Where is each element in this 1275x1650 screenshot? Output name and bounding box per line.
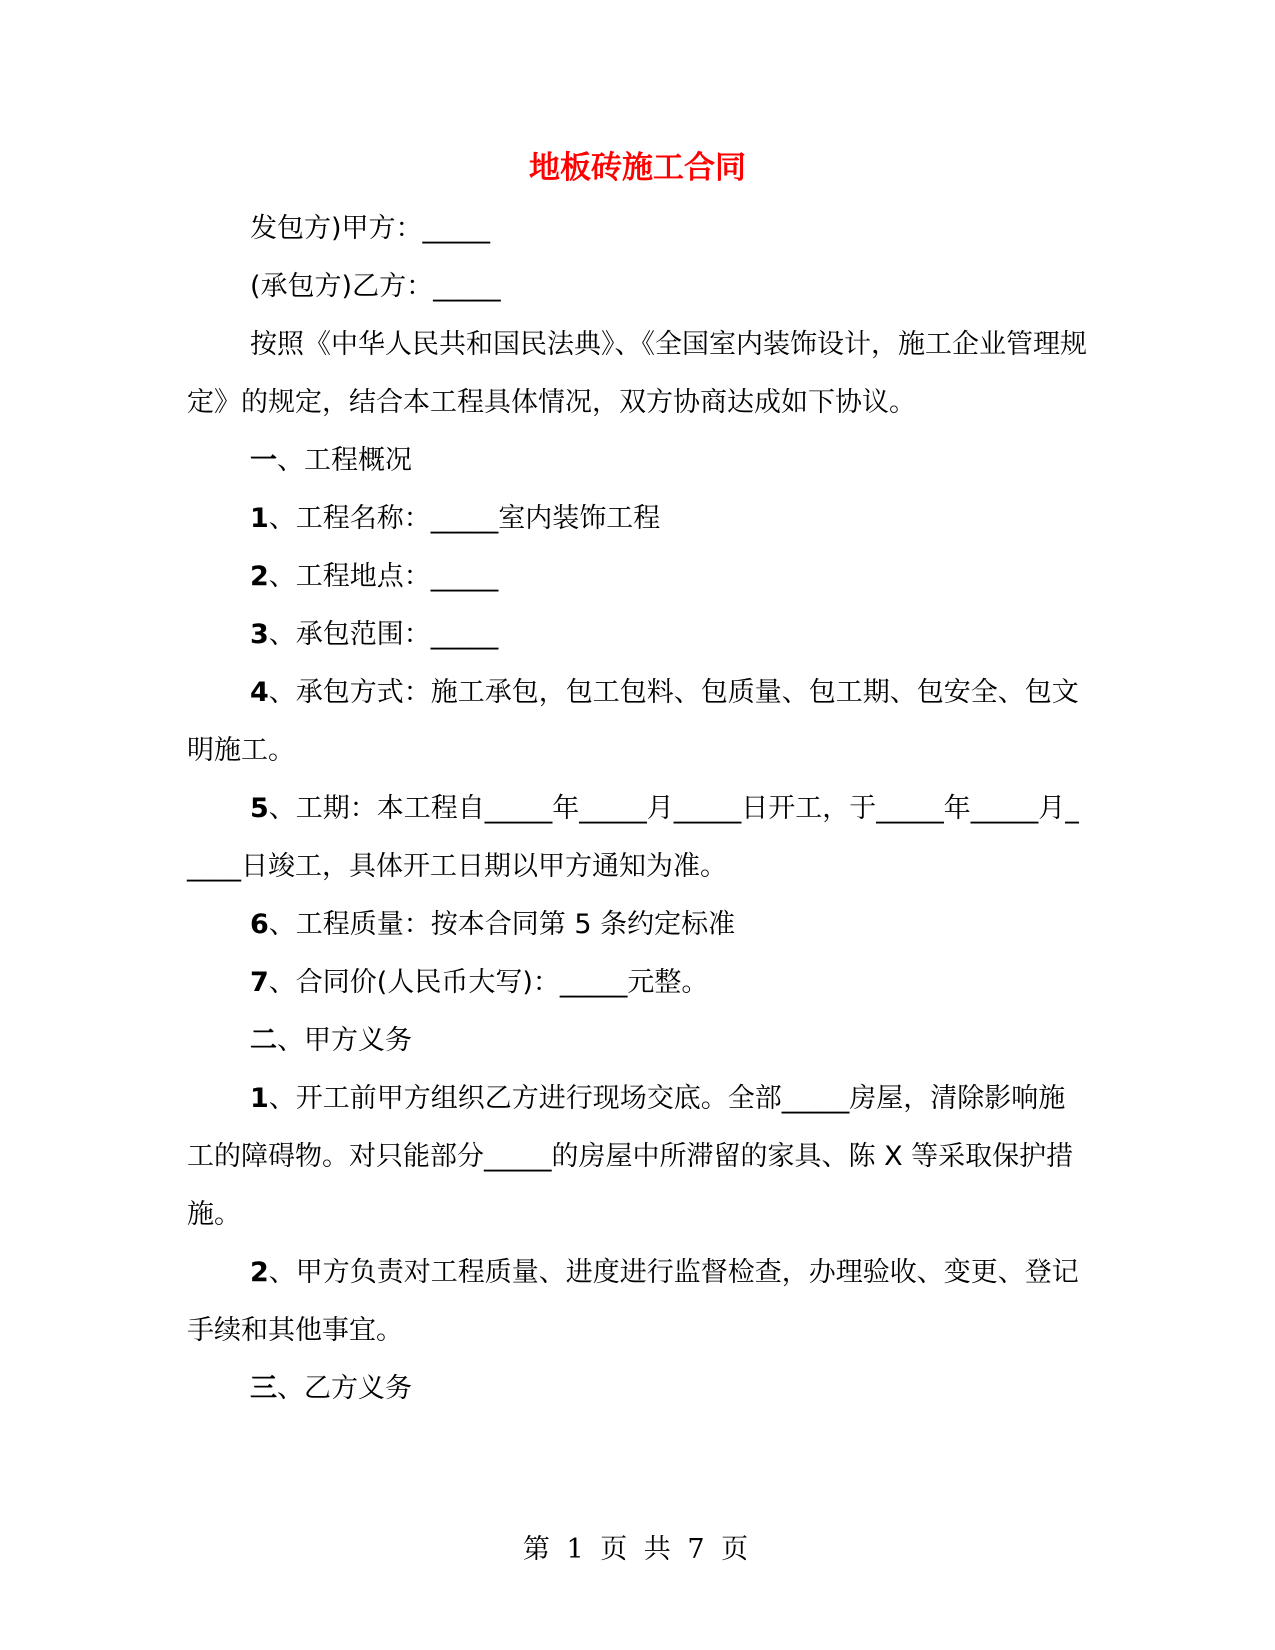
- preamble-text: 按照《中华人民共和国民法典》、《全国室内装饰设计，施工企业管理规定》的规定，结合本工程具体情况，双方协商达成如下协议。: [187, 329, 1087, 418]
- clause-1-6: [187, 896, 1087, 954]
- document-title: 地板砖施工合同: [529, 150, 746, 186]
- clause-text: 、合同价(人民币大写)：_____元整。: [268, 967, 709, 998]
- section-heading-2: [187, 1012, 1087, 1070]
- section-heading-text: 、工程概况: [277, 445, 412, 476]
- clause-text: 、甲方负责对工程质量、进度进行监督检查，办理验收、变更、登记手续和其他事宜。: [187, 1257, 1079, 1346]
- page-number-footer: 第 1 页 共 7 页: [522, 1534, 753, 1565]
- section-number: 一: [250, 445, 277, 476]
- clause-number: 5: [250, 793, 269, 824]
- section-heading-text: 、乙方义务: [277, 1373, 412, 1404]
- party-b-line: [187, 258, 1087, 316]
- clause-text: 、工程质量：按本合同第 5 条约定标准: [268, 909, 736, 940]
- clause-text: 、工程地点：_____: [268, 561, 499, 592]
- clause-number: 7: [250, 967, 269, 998]
- clause-number: 1: [250, 1083, 269, 1114]
- clause-1-7: [187, 954, 1087, 1012]
- clause-number: 2: [250, 1257, 269, 1288]
- preamble-paragraph: [187, 316, 1087, 432]
- clause-number: 2: [250, 561, 269, 592]
- clause-1-5: [187, 780, 1087, 896]
- section-heading-1: [187, 432, 1087, 490]
- clause-text: 、承包范围：_____: [268, 619, 499, 650]
- clause-text: 、工程名称：_____室内装饰工程: [268, 503, 661, 534]
- clause-2-2: [187, 1244, 1087, 1360]
- clause-2-1: [187, 1070, 1087, 1244]
- clause-1-3: [187, 606, 1087, 664]
- section-heading-text: 、甲方义务: [277, 1025, 412, 1056]
- clause-text: 、开工前甲方组织乙方进行现场交底。全部_____房屋，清除影响施工的障碍物。对只能部分_____的房屋中所滞留的家具、陈 X 等采取保护措施。: [187, 1083, 1074, 1230]
- clause-number: 1: [250, 503, 269, 534]
- party-a-text: 发包方)甲方：_____: [250, 213, 491, 244]
- party-a-line: [187, 200, 1087, 258]
- clause-number: 3: [250, 619, 269, 650]
- clause-text: 、工期：本工程自_____年_____月_____日开工，于_____年_____月_____日竣工，具体开工日期以甲方通知为准。: [187, 793, 1079, 882]
- clause-1-1: [187, 490, 1087, 548]
- clause-text: 、承包方式：施工承包，包工包料、包质量、包工期、包安全、包文明施工。: [187, 677, 1079, 766]
- section-number: 二: [250, 1025, 277, 1056]
- clause-1-4: [187, 664, 1087, 780]
- party-b-text: (承包方)乙方：_____: [250, 271, 501, 302]
- clause-1-2: [187, 548, 1087, 606]
- clause-number: 6: [250, 909, 269, 940]
- section-number: 三: [250, 1373, 277, 1404]
- document-body: [187, 200, 1087, 1418]
- section-heading-3: [187, 1360, 1087, 1418]
- clause-number: 4: [250, 677, 269, 708]
